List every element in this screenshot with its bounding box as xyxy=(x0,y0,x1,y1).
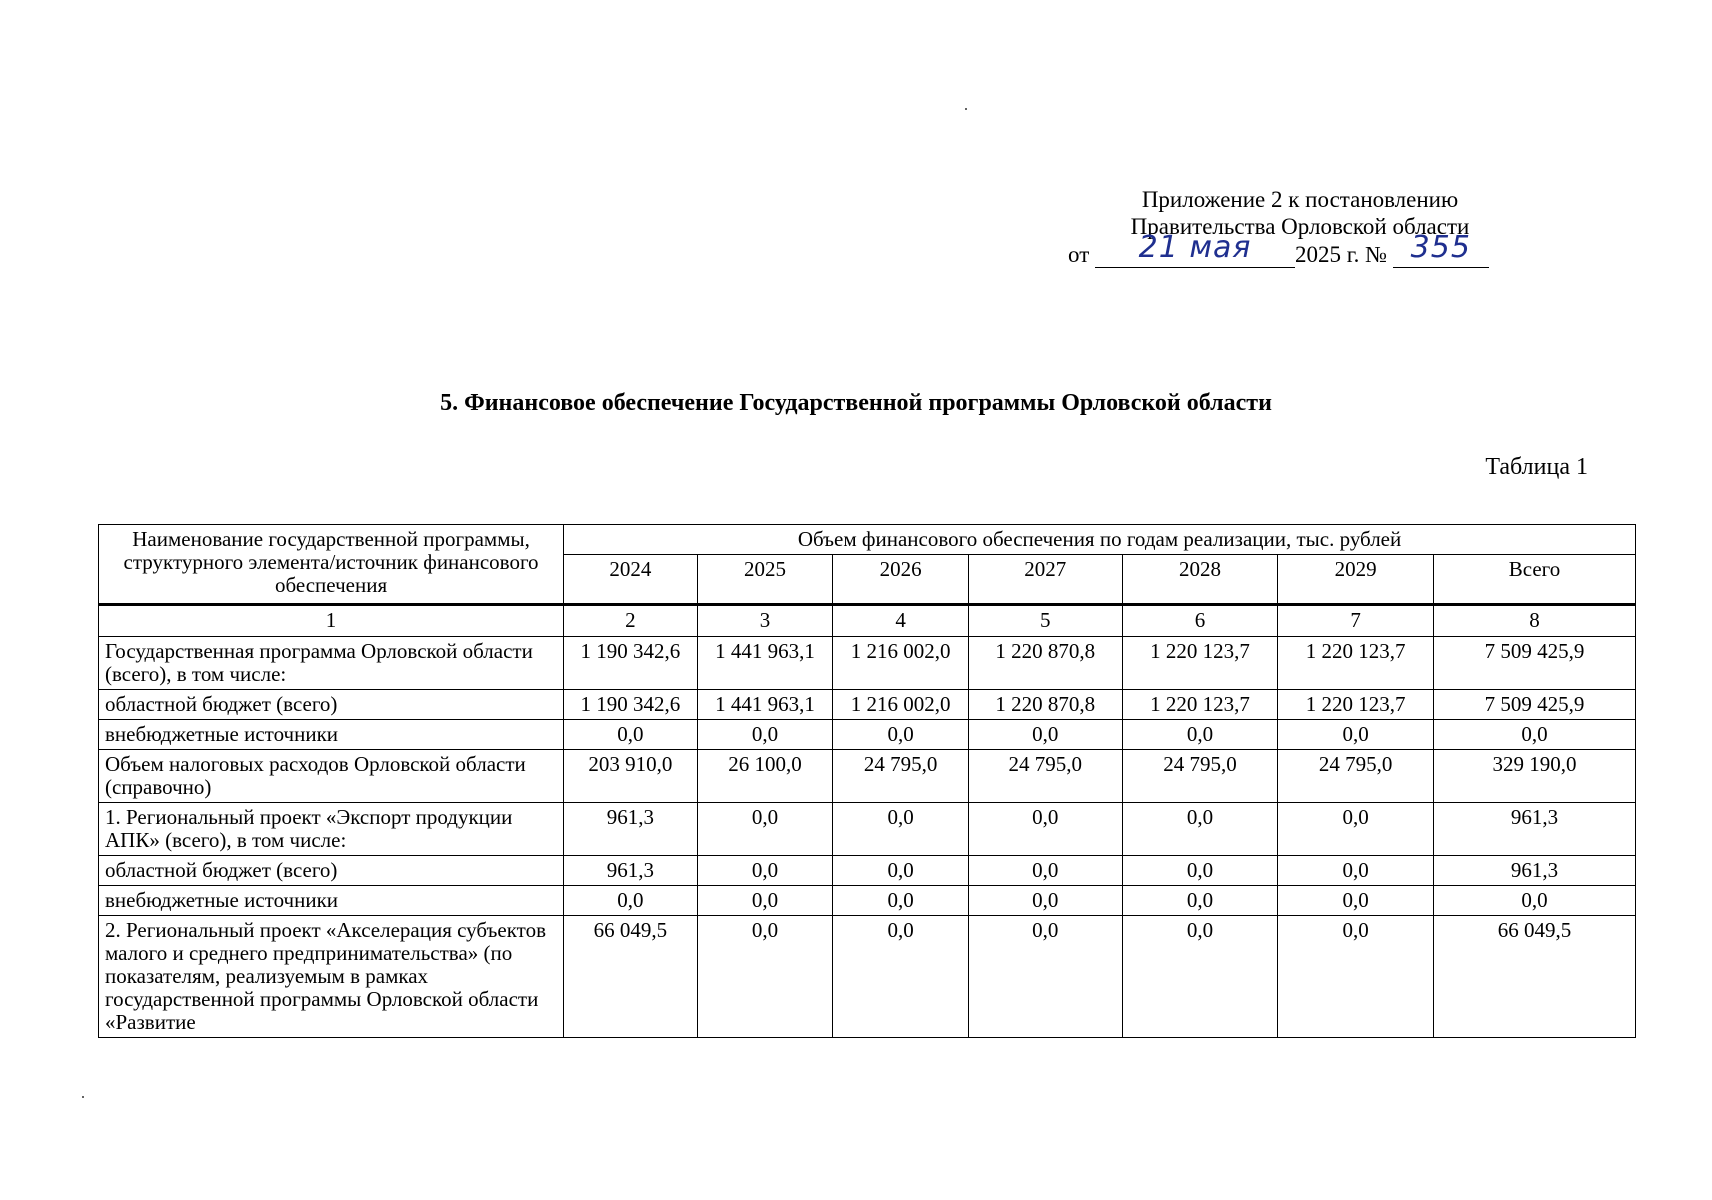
value-cell: 0,0 xyxy=(697,886,833,916)
header-name-cell: Наименование государственной программы, структурного элемента/источник финансового обеспечения xyxy=(99,525,564,604)
value-cell: 1 220 123,7 xyxy=(1122,690,1278,720)
value-cell: 1 220 123,7 xyxy=(1278,690,1434,720)
value-cell: 0,0 xyxy=(1122,916,1278,1038)
row-name-cell: Объем налоговых расходов Орловской области (справочно) xyxy=(99,750,564,803)
year-cell: 2024 xyxy=(564,555,698,604)
header-volume-cell: Объем финансового обеспечения по годам реализации, тыс. рублей xyxy=(564,525,1636,555)
value-cell: 0,0 xyxy=(968,720,1122,750)
value-cell: 1 441 963,1 xyxy=(697,690,833,720)
value-cell: 0,0 xyxy=(1278,720,1434,750)
section-title: 5. Финансовое обеспечение Государственной программы Орловской области xyxy=(440,390,1272,416)
value-cell: 961,3 xyxy=(564,803,698,856)
value-cell: 203 910,0 xyxy=(564,750,698,803)
value-cell: 1 216 002,0 xyxy=(833,637,969,690)
column-number: 6 xyxy=(1122,605,1278,637)
value-cell: 0,0 xyxy=(833,916,969,1038)
value-cell: 24 795,0 xyxy=(968,750,1122,803)
handwritten-date: 21 мая xyxy=(1138,230,1252,265)
value-cell: 0,0 xyxy=(968,886,1122,916)
financing-table xyxy=(98,524,1636,1038)
value-cell: 0,0 xyxy=(697,856,833,886)
year-cell: 2028 xyxy=(1122,555,1278,604)
value-cell: 26 100,0 xyxy=(697,750,833,803)
appendix-year: 2025 г. № xyxy=(1295,242,1388,267)
column-number: 1 xyxy=(99,605,564,637)
value-cell: 1 220 870,8 xyxy=(968,690,1122,720)
year-cell: 2025 xyxy=(697,555,833,604)
table-label: Таблица 1 xyxy=(1485,454,1588,480)
value-cell: 0,0 xyxy=(968,916,1122,1038)
value-cell: 0,0 xyxy=(1278,886,1434,916)
value-cell: 0,0 xyxy=(697,720,833,750)
value-cell: 0,0 xyxy=(1122,886,1278,916)
value-cell: 66 049,5 xyxy=(1434,916,1636,1038)
table-row xyxy=(99,637,1636,690)
value-cell: 1 441 963,1 xyxy=(697,637,833,690)
row-name-cell: областной бюджет (всего) xyxy=(99,856,564,886)
value-cell: 0,0 xyxy=(968,803,1122,856)
value-cell: 1 216 002,0 xyxy=(833,690,969,720)
value-cell: 0,0 xyxy=(833,886,969,916)
value-cell: 0,0 xyxy=(968,856,1122,886)
value-cell: 0,0 xyxy=(833,856,969,886)
value-cell: 0,0 xyxy=(564,886,698,916)
value-cell: 7 509 425,9 xyxy=(1434,690,1636,720)
value-cell: 1 220 123,7 xyxy=(1122,637,1278,690)
table-row xyxy=(99,750,1636,803)
year-cell: 2026 xyxy=(833,555,969,604)
value-cell: 0,0 xyxy=(697,916,833,1038)
value-cell: 1 220 123,7 xyxy=(1278,637,1434,690)
row-name-cell: 2. Региональный проект «Акселерация субъектов малого и среднего предпринимательства» (по показателям, реализуемым в рамках государственной программы Орловской области «Развитие xyxy=(99,916,564,1038)
table-row xyxy=(99,886,1636,916)
number-blank xyxy=(1393,230,1489,268)
table-row xyxy=(99,803,1636,856)
row-name-cell: Государственная программа Орловской области (всего), в том числе: xyxy=(99,637,564,690)
value-cell: 0,0 xyxy=(1278,856,1434,886)
value-cell: 0,0 xyxy=(564,720,698,750)
column-number: 3 xyxy=(697,605,833,637)
column-number: 8 xyxy=(1434,605,1636,637)
value-cell: 0,0 xyxy=(1122,856,1278,886)
column-number: 5 xyxy=(968,605,1122,637)
row-name-cell: внебюджетные источники xyxy=(99,720,564,750)
value-cell: 66 049,5 xyxy=(564,916,698,1038)
table-row xyxy=(99,916,1636,1038)
value-cell: 1 190 342,6 xyxy=(564,637,698,690)
column-number-row xyxy=(99,605,1636,637)
year-cell: 2027 xyxy=(968,555,1122,604)
table-row xyxy=(99,720,1636,750)
value-cell: 0,0 xyxy=(1122,720,1278,750)
value-cell: 961,3 xyxy=(1434,856,1636,886)
value-cell: 961,3 xyxy=(1434,803,1636,856)
value-cell: 1 220 870,8 xyxy=(968,637,1122,690)
table-row xyxy=(99,856,1636,886)
value-cell: 7 509 425,9 xyxy=(1434,637,1636,690)
value-cell: 0,0 xyxy=(1278,916,1434,1038)
appendix-prefix: от xyxy=(1068,242,1090,267)
appendix-line-2: Правительства Орловской области xyxy=(1130,214,1470,239)
value-cell: 1 190 342,6 xyxy=(564,690,698,720)
table-body xyxy=(99,637,1636,1038)
row-name-cell: областной бюджет (всего) xyxy=(99,690,564,720)
appendix-line-1: Приложение 2 к постановлению xyxy=(1141,187,1459,212)
year-cell: Всего xyxy=(1434,555,1636,604)
value-cell: 0,0 xyxy=(1434,720,1636,750)
value-cell: 0,0 xyxy=(1278,803,1434,856)
date-blank xyxy=(1095,230,1295,268)
value-cell: 961,3 xyxy=(564,856,698,886)
value-cell: 329 190,0 xyxy=(1434,750,1636,803)
handwritten-number: 355 xyxy=(1410,230,1471,265)
row-name-cell: внебюджетные источники xyxy=(99,886,564,916)
column-number: 4 xyxy=(833,605,969,637)
value-cell: 0,0 xyxy=(1122,803,1278,856)
value-cell: 0,0 xyxy=(1434,886,1636,916)
header-row-1 xyxy=(99,525,1636,555)
value-cell: 0,0 xyxy=(833,720,969,750)
column-number: 2 xyxy=(564,605,698,637)
value-cell: 24 795,0 xyxy=(833,750,969,803)
value-cell: 24 795,0 xyxy=(1122,750,1278,803)
value-cell: 0,0 xyxy=(697,803,833,856)
value-cell: 24 795,0 xyxy=(1278,750,1434,803)
table-row xyxy=(99,690,1636,720)
column-number: 7 xyxy=(1278,605,1434,637)
row-name-cell: 1. Региональный проект «Экспорт продукции АПК» (всего), в том числе: xyxy=(99,803,564,856)
appendix-date-row xyxy=(1060,230,1540,268)
value-cell: 0,0 xyxy=(833,803,969,856)
scan-speck xyxy=(965,108,967,110)
year-cell: 2029 xyxy=(1278,555,1434,604)
scan-speck xyxy=(82,1096,84,1098)
appendix-block xyxy=(1060,186,1540,268)
